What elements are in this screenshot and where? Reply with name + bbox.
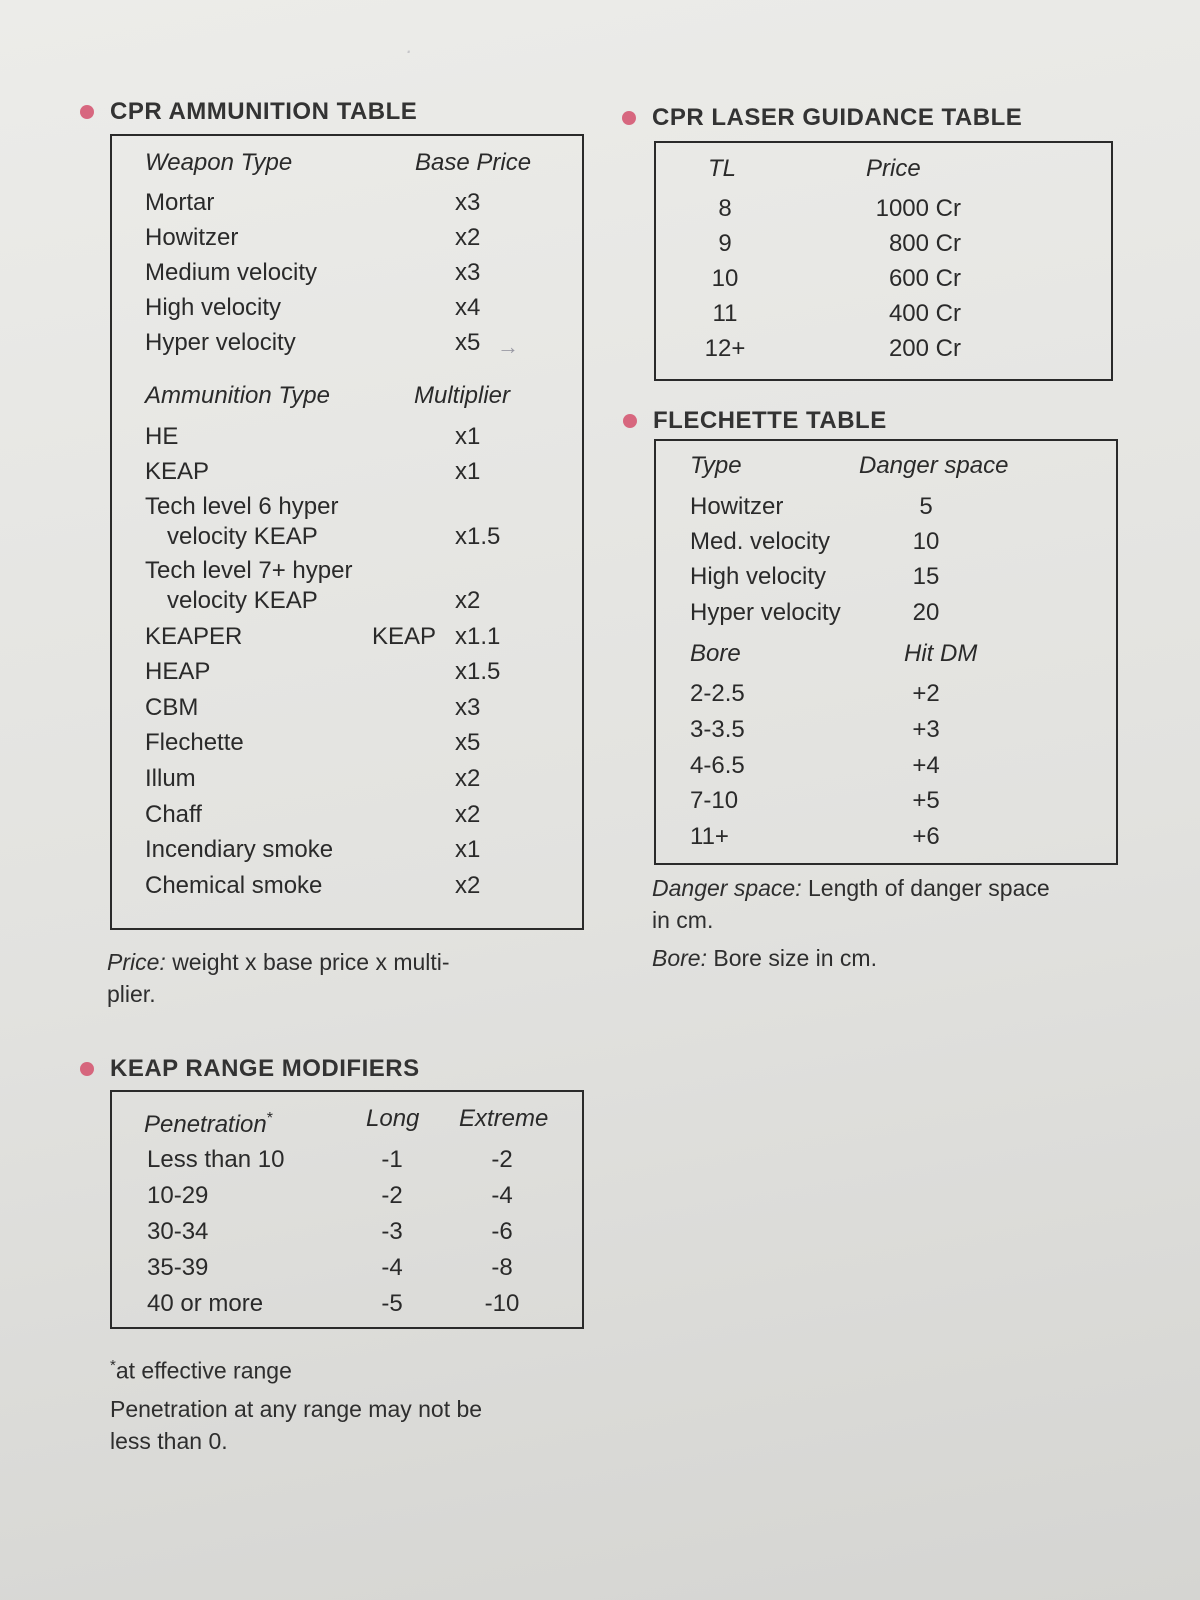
- laser-row-price: 1000 Cr: [875, 195, 961, 222]
- base-price-header: Base Price: [415, 149, 532, 176]
- ammo-row-mult: x2: [455, 801, 481, 828]
- ammunition-section: [110, 97, 417, 127]
- laser-section: [652, 103, 1022, 133]
- weapon-row-name: Mortar: [145, 189, 215, 216]
- ammo-row-mult: x1: [455, 836, 481, 863]
- weapon-type-header: Weapon Type: [145, 149, 293, 176]
- ammo-row-name: Chemical smoke: [145, 872, 323, 899]
- bore-note-label: Bore:: [652, 945, 707, 971]
- keap-row-extreme: -4: [491, 1182, 513, 1209]
- ammo-row-mult: x1: [455, 458, 481, 485]
- weapon-row-price: x4: [455, 294, 481, 321]
- bore-row-dm: +2: [912, 680, 940, 707]
- flechette-table: [654, 439, 1118, 865]
- keap-row-long: -5: [381, 1290, 403, 1317]
- laser-row-tl: 10: [711, 265, 739, 292]
- price-note-text: weight x base price x multi-: [172, 949, 450, 975]
- bore-row-dm: +5: [912, 787, 940, 814]
- weapon-row-price: x2: [455, 224, 481, 251]
- bore-row-size: 2-2.5: [690, 680, 745, 707]
- flechette-row-type: Hyper velocity: [690, 599, 841, 626]
- ammo-row-mid: KEAP: [372, 623, 437, 650]
- ammo-row-name: Illum: [145, 765, 196, 792]
- keap-row-penetration: Less than 10: [147, 1146, 285, 1173]
- laser-row-price: 800 Cr: [888, 230, 961, 257]
- ammo-row-mult: x5: [455, 729, 481, 756]
- ammunition-type-header: Ammunition Type: [145, 382, 330, 409]
- flechette-title: FLECHETTE TABLE: [653, 406, 887, 436]
- keap-row-extreme: -6: [491, 1218, 513, 1245]
- flechette-row-danger: 5: [919, 493, 933, 520]
- bullet-icon: [623, 414, 637, 428]
- ammunition-table: [110, 134, 584, 930]
- flechette-row-danger: 10: [912, 528, 940, 555]
- laser-row-tl: 8: [718, 195, 732, 222]
- ammo-row-mult: x2: [455, 765, 481, 792]
- keap-row-long: -3: [381, 1218, 403, 1245]
- ammo-row-name: HEAP: [145, 658, 211, 685]
- flechette-notes: [652, 872, 1132, 974]
- weapon-row-name: Howitzer: [145, 224, 239, 251]
- weapon-row-price: x3: [455, 259, 481, 286]
- weapon-row-name: Medium velocity: [145, 259, 318, 286]
- laser-row-tl: 11: [712, 300, 738, 327]
- keap-row-extreme: -10: [484, 1290, 520, 1317]
- danger-space-note-text: Length of danger space: [807, 875, 1050, 901]
- ammo-row-mult: x1: [455, 423, 481, 450]
- keap-row-penetration: 30-34: [147, 1218, 209, 1245]
- bullet-icon: [80, 105, 94, 119]
- ammo-row-name: HE: [145, 423, 179, 450]
- keap-notes: [110, 1350, 590, 1457]
- keap-row-penetration: 10-29: [147, 1182, 209, 1209]
- flechette-row-danger: 15: [912, 563, 940, 590]
- footnote-star: *: [266, 1110, 273, 1127]
- ammo-row-name: Incendiary smoke: [145, 836, 334, 863]
- laser-table: [654, 141, 1113, 381]
- ammo-row-mult: x1.5: [455, 658, 501, 685]
- danger-space-note-text-cont: in cm.: [652, 907, 714, 933]
- price-header: Price: [866, 155, 921, 182]
- multiplier-header: Multiplier: [414, 382, 511, 409]
- ammo-row-name: KEAPER: [145, 623, 243, 650]
- keap-section: [110, 1054, 420, 1084]
- hit-dm-header: Hit DM: [904, 640, 978, 667]
- ammo-row-name: CBM: [145, 694, 199, 721]
- ammo-row-name: Tech level 6 hyper: [145, 493, 339, 520]
- bore-row-size: 11+: [690, 823, 729, 850]
- keap-title: KEAP RANGE MODIFIERS: [110, 1054, 420, 1084]
- keap-row-extreme: -8: [491, 1254, 513, 1281]
- flechette-row-type: High velocity: [690, 563, 827, 590]
- ammo-row-name-cont: velocity KEAP: [167, 587, 318, 614]
- long-header: Long: [366, 1105, 420, 1132]
- laser-title: CPR LASER GUIDANCE TABLE: [652, 103, 1022, 133]
- keap-row-long: -2: [381, 1182, 403, 1209]
- danger-space-header: Danger space: [859, 452, 1009, 479]
- bore-row-size: 7-10: [690, 787, 739, 814]
- penetration-note-cont: less than 0.: [110, 1427, 228, 1454]
- extreme-header: Extreme: [459, 1105, 549, 1132]
- ammo-row-mult: x2: [455, 872, 481, 899]
- flechette-row-type: Med. velocity: [690, 528, 831, 555]
- weapon-row-price: x5: [455, 329, 481, 356]
- type-header: Type: [690, 452, 742, 479]
- flechette-section: [653, 406, 887, 436]
- keap-row-penetration: 35-39: [147, 1254, 209, 1281]
- ammo-row-mult: x1.5: [455, 523, 501, 550]
- weapon-row-price: x3: [455, 189, 481, 216]
- tl-header: TL: [708, 155, 737, 182]
- bore-row-dm: +4: [912, 752, 940, 779]
- bore-row-size: 3-3.5: [690, 716, 745, 743]
- price-note: [107, 946, 577, 1010]
- penetration-header: Penetration*: [144, 1110, 273, 1138]
- flechette-row-type: Howitzer: [690, 493, 784, 520]
- weapon-row-name: High velocity: [145, 294, 282, 321]
- bore-row-dm: +3: [912, 716, 940, 743]
- laser-row-price: 600 Cr: [888, 265, 961, 292]
- pencil-scribble-top: ·: [405, 38, 413, 63]
- weapon-row-name: Hyper velocity: [145, 329, 296, 356]
- bore-note-text: Bore size in cm.: [713, 945, 877, 971]
- bore-header: Bore: [690, 640, 741, 667]
- bore-row-dm: +6: [912, 823, 940, 850]
- keap-row-extreme: -2: [491, 1146, 513, 1173]
- ammo-row-mult: x2: [455, 587, 481, 614]
- penetration-note: Penetration at any range may not be: [110, 1395, 483, 1422]
- keap-row-long: -4: [381, 1254, 403, 1281]
- bullet-icon: [622, 111, 636, 125]
- ammo-row-mult: x3: [455, 694, 481, 721]
- price-note-label: Price:: [107, 949, 166, 975]
- ammunition-title: CPR AMMUNITION TABLE: [110, 97, 417, 127]
- flechette-row-danger: 20: [912, 599, 940, 626]
- keap-table: [110, 1090, 584, 1329]
- price-note-text-cont: plier.: [107, 981, 156, 1007]
- ammo-row-name: Chaff: [145, 801, 202, 828]
- ammo-row-name: Tech level 7+ hyper: [145, 557, 353, 584]
- laser-row-tl: 9: [718, 230, 732, 257]
- keap-row-penetration: 40 or more: [147, 1290, 264, 1317]
- effective-range-footnote: *at effective range: [110, 1357, 292, 1384]
- laser-row-price: 400 Cr: [888, 300, 961, 327]
- bullet-icon: [80, 1062, 94, 1076]
- ammo-row-name: KEAP: [145, 458, 210, 485]
- keap-row-long: -1: [381, 1146, 403, 1173]
- laser-row-price: 200 Cr: [888, 335, 961, 362]
- ammo-row-name-cont: velocity KEAP: [167, 523, 318, 550]
- ammo-row-name: Flechette: [145, 729, 244, 756]
- pencil-arrow-mark: →: [497, 334, 519, 359]
- bore-row-size: 4-6.5: [690, 752, 745, 779]
- laser-row-tl: 12+: [704, 335, 746, 362]
- ammo-row-mult: x1.1: [455, 623, 501, 650]
- danger-space-note-label: Danger space:: [652, 875, 802, 901]
